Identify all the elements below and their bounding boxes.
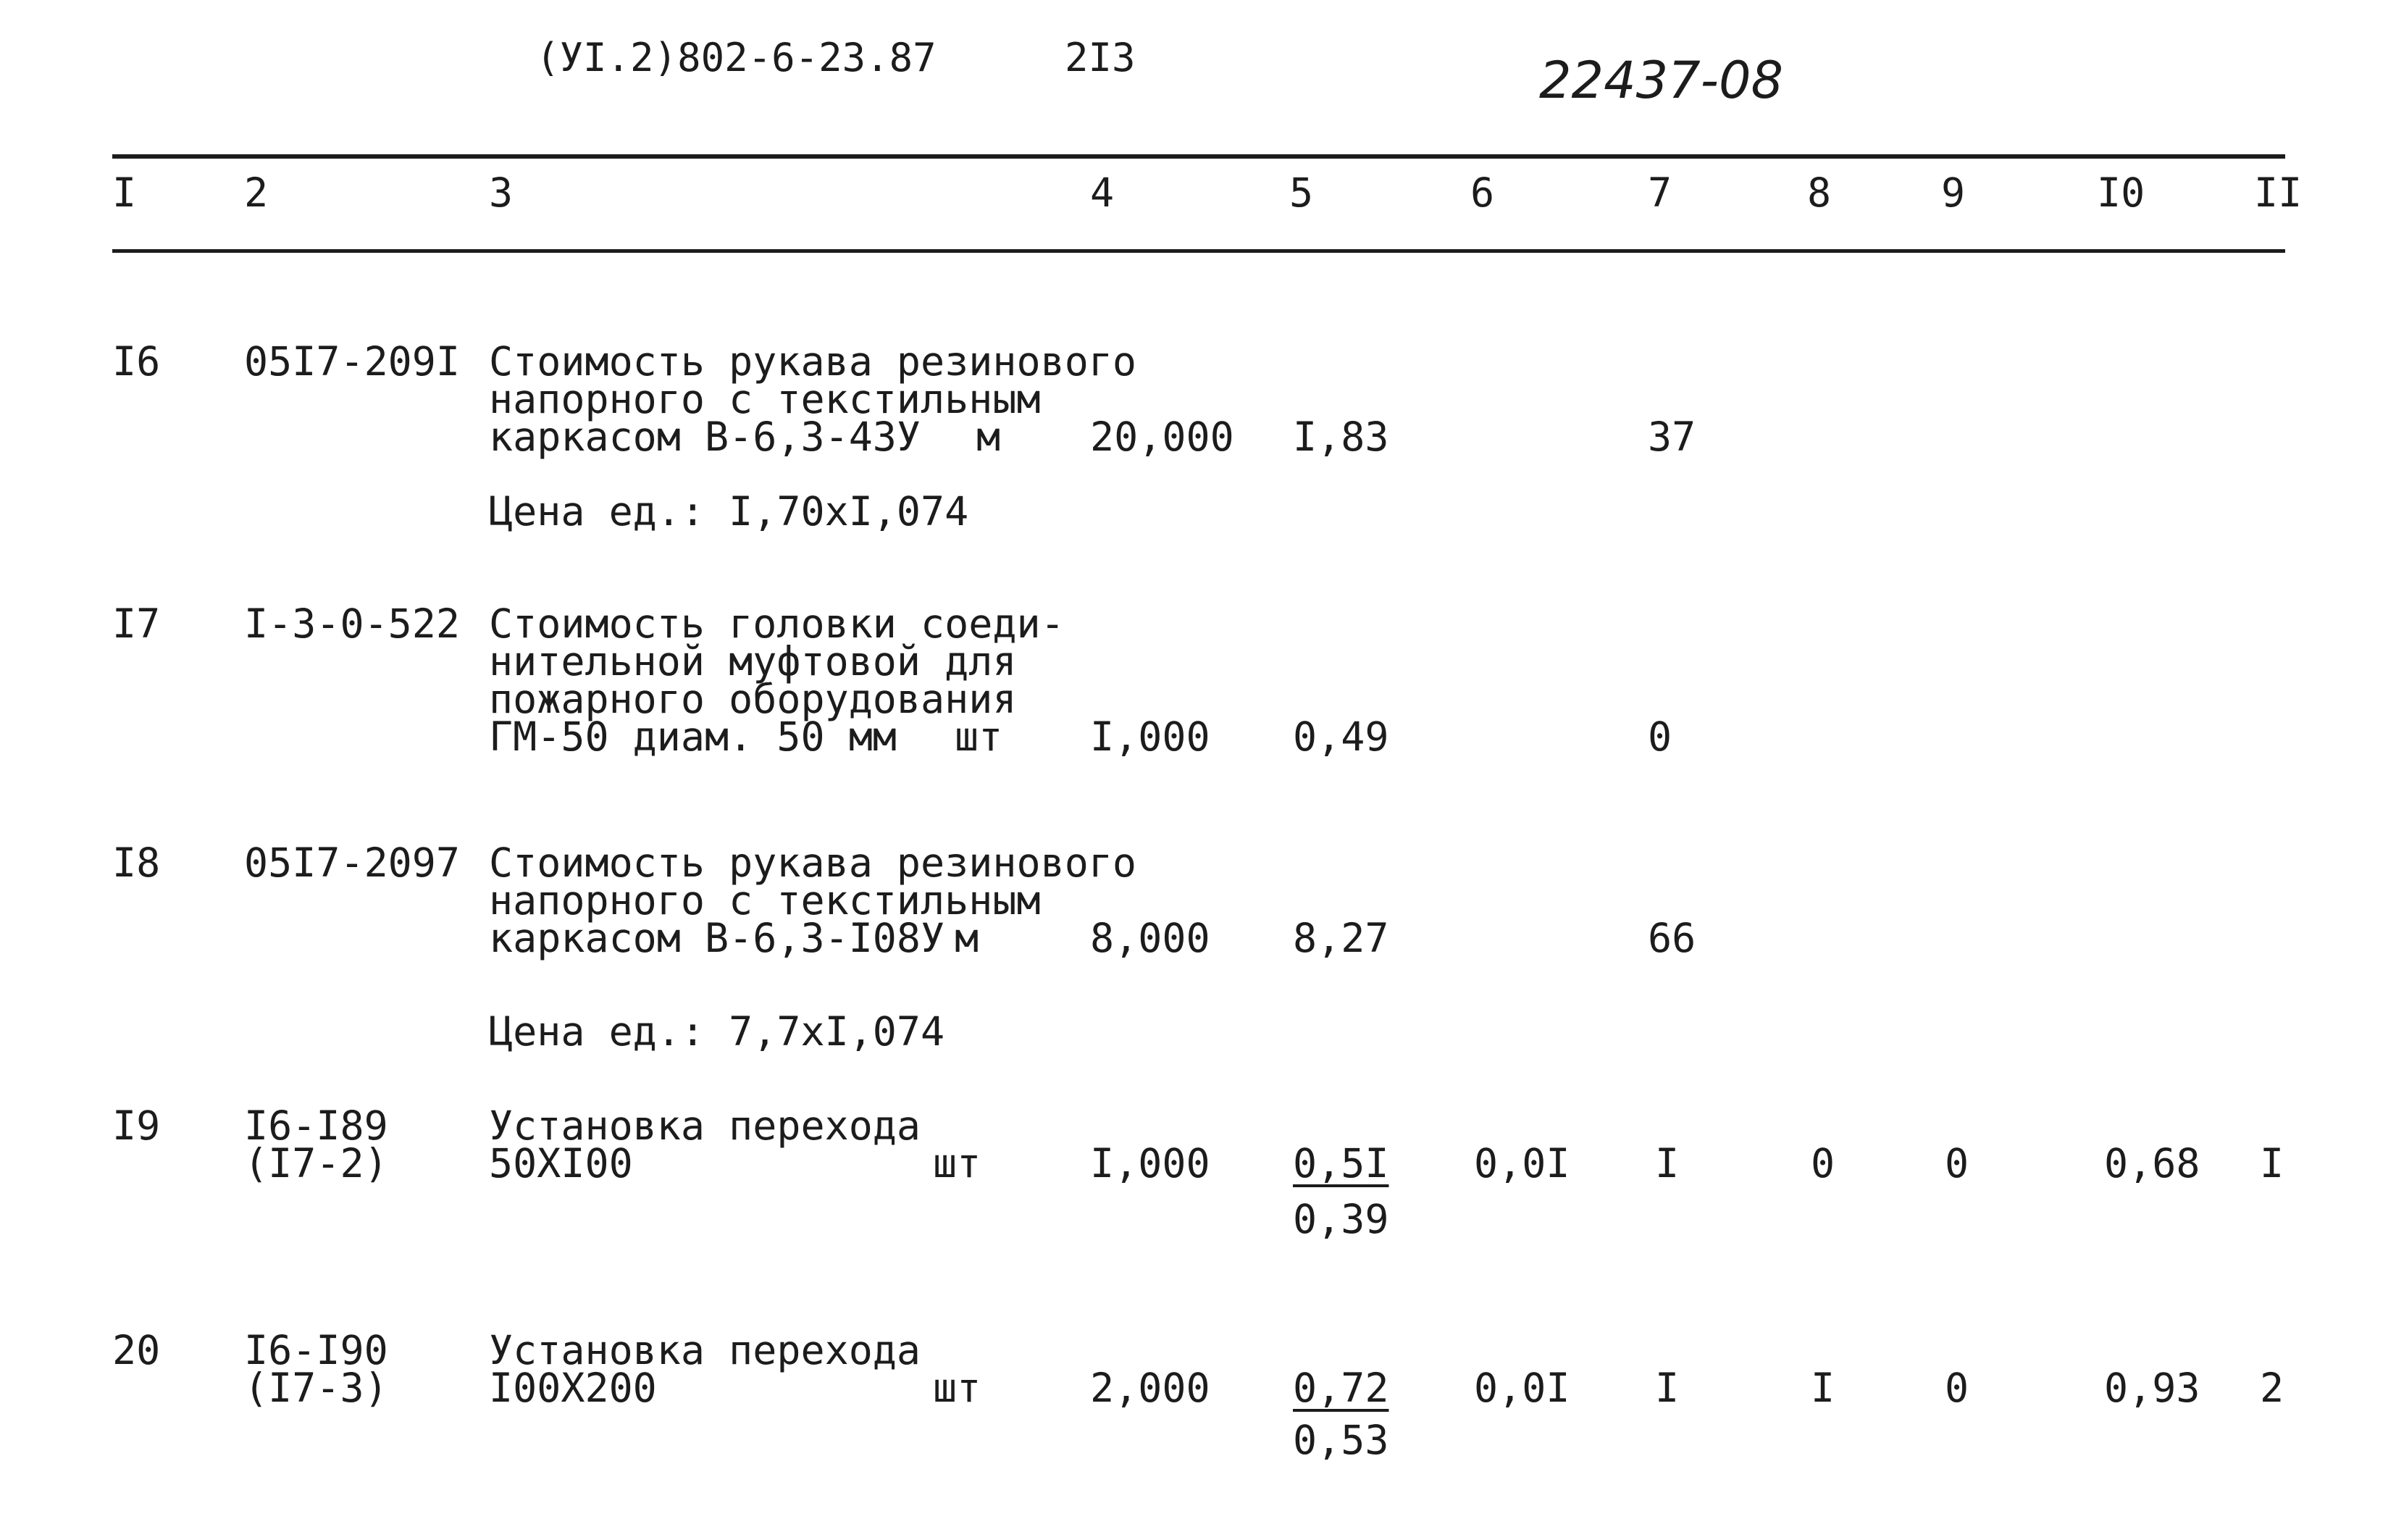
- row-code: 05I7-2097: [244, 840, 461, 886]
- row-description-line: Стоимость рукава резинового: [489, 840, 1137, 886]
- row-unit: шт: [933, 1365, 981, 1411]
- row-description-line: каркасом В-6,3-I08У: [489, 915, 945, 961]
- row-col11: 2: [2260, 1365, 2284, 1411]
- row-price: 0,49: [1293, 713, 1389, 760]
- row-col10: 0,93: [2104, 1365, 2200, 1411]
- row-price-sub: 0,53: [1293, 1417, 1389, 1463]
- row-col8: 0: [1811, 1140, 1835, 1187]
- column-header-8: 8: [1807, 170, 1832, 216]
- row-description-line: ГМ-50 диам. 50 мм: [489, 713, 897, 760]
- row-code-line: (I7-3): [244, 1365, 388, 1411]
- row-description-line: Установка перехода: [489, 1327, 921, 1373]
- row-quantity: I,000: [1090, 1140, 1210, 1187]
- row-code-line: I6-I89: [244, 1102, 388, 1149]
- row-col11: I: [2260, 1140, 2284, 1187]
- row-col7: 37: [1648, 414, 1696, 460]
- column-header-3: 3: [489, 170, 514, 216]
- column-header-9: 9: [1941, 170, 1966, 216]
- column-header-1: I: [112, 170, 137, 216]
- column-header-5: 5: [1289, 170, 1314, 216]
- row-number: 20: [112, 1327, 161, 1373]
- column-header-6: 6: [1470, 170, 1495, 216]
- row-price: 0,5I: [1293, 1140, 1389, 1187]
- row-unit: м: [976, 414, 1001, 460]
- row-price: I,83: [1293, 414, 1389, 460]
- row-number: I9: [112, 1102, 161, 1149]
- row-description-line: напорного с текстильным: [489, 376, 1041, 422]
- row-col7: 66: [1648, 915, 1696, 961]
- row-number: I6: [112, 338, 161, 385]
- row-description-line: напорного с текстильным: [489, 877, 1041, 924]
- row-quantity: 20,000: [1090, 414, 1234, 460]
- row-price-note: Цена ед.: I,70xI,074: [489, 488, 969, 535]
- column-header-2: 2: [244, 170, 269, 216]
- row-quantity: 8,000: [1090, 915, 1210, 961]
- row-number: I8: [112, 840, 161, 886]
- row-col7: I: [1655, 1140, 1680, 1187]
- row-code-line: (I7-2): [244, 1140, 388, 1187]
- row-price-note: Цена ед.: 7,7xI,074: [489, 1008, 945, 1055]
- row-price: 0,72: [1293, 1365, 1389, 1411]
- row-code: 05I7-209I: [244, 338, 461, 385]
- row-col10: 0,68: [2104, 1140, 2200, 1187]
- row-unit: шт: [955, 713, 1003, 760]
- row-col7: 0: [1648, 713, 1672, 760]
- row-col8: I: [1811, 1365, 1835, 1411]
- row-description-line: нительной муфтовой для: [489, 638, 1017, 685]
- row-code-line: I6-I90: [244, 1327, 388, 1373]
- row-unit: м: [955, 915, 979, 961]
- column-header-11: II: [2254, 170, 2303, 216]
- row-description-line: 50XI00: [489, 1140, 633, 1187]
- handwritten-number: 22437-08: [1539, 51, 1784, 110]
- row-description-line: Установка перехода: [489, 1102, 921, 1149]
- row-unit: шт: [933, 1140, 981, 1187]
- row-quantity: 2,000: [1090, 1365, 1210, 1411]
- row-number: I7: [112, 600, 161, 647]
- row-description-line: Стоимость рукава резинового: [489, 338, 1137, 385]
- header-top-rule: [112, 154, 2285, 159]
- page-number: 2I3: [1065, 35, 1136, 80]
- row-col7: I: [1655, 1365, 1680, 1411]
- header-bottom-rule: [112, 249, 2285, 253]
- document-code: (УI.2)802-6-23.87: [536, 35, 937, 80]
- row-description-line: Стоимость головки соеди-: [489, 600, 1065, 647]
- column-header-7: 7: [1648, 170, 1672, 216]
- row-col6: 0,0I: [1474, 1365, 1570, 1411]
- row-col9: 0: [1945, 1140, 1969, 1187]
- row-description-line: пожарного оборудования: [489, 676, 1017, 722]
- column-header-10: I0: [2097, 170, 2145, 216]
- row-col9: 0: [1945, 1365, 1969, 1411]
- row-description-line: каркасом В-6,3-43У: [489, 414, 921, 460]
- row-quantity: I,000: [1090, 713, 1210, 760]
- row-price: 8,27: [1293, 915, 1389, 961]
- row-col6: 0,0I: [1474, 1140, 1570, 1187]
- row-description-line: I00X200: [489, 1365, 657, 1411]
- row-price-sub: 0,39: [1293, 1196, 1389, 1242]
- row-code: I-3-0-522: [244, 600, 461, 647]
- column-header-4: 4: [1090, 170, 1115, 216]
